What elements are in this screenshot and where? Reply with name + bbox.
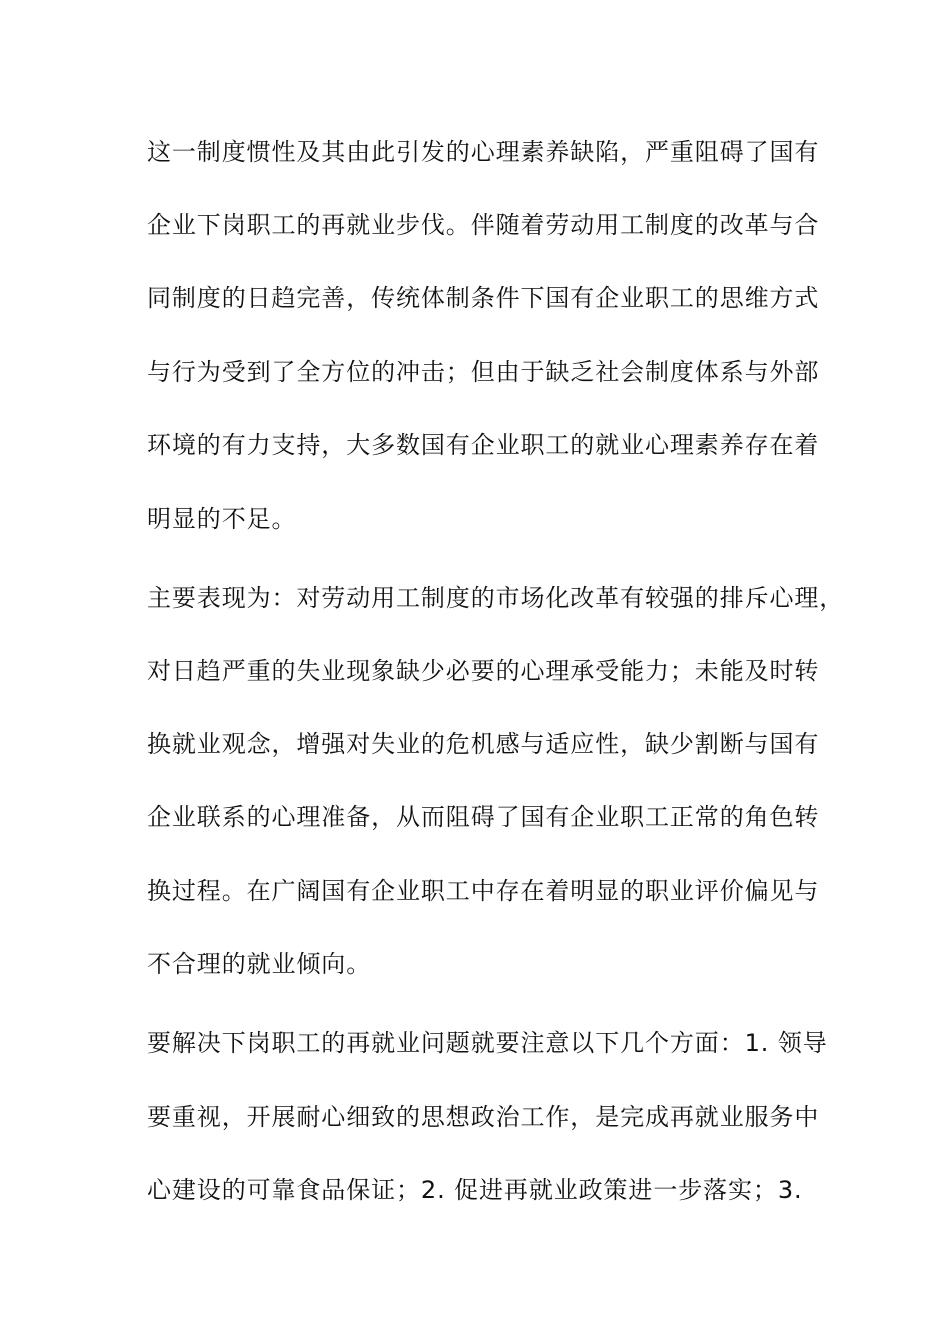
text-line: 心建设的可靠食品保证；2. 促进再就业政策进一步落实；3. [147,1176,803,1204]
text-line: 与行为受到了全方位的冲击；但由于缺乏社会制度体系与外部 [147,358,820,386]
text-line: 换过程。在广阔国有企业职工中存在着明显的职业评价偏见与 [147,877,820,905]
text-line: 企业下岗职工的再就业步伐。伴随着劳动用工制度的改革与合 [147,211,820,239]
text-line: 环境的有力支持，大多数国有企业职工的就业心理素养存在着 [147,431,820,459]
text-line: 对日趋严重的失业现象缺少必要的心理承受能力；未能及时转 [147,657,820,685]
text-line: 要重视，开展耐心细致的思想政治工作，是完成再就业服务中 [147,1103,820,1131]
text-line: 不合理的就业倾向。 [147,950,372,978]
text-line: 换就业观念，增强对失业的危机感与适应性，缺少割断与国有 [147,730,820,758]
text-line: 企业联系的心理准备，从而阻碍了国有企业职工正常的角色转 [147,803,820,831]
text-line: 要解决下岗职工的再就业问题就要注意以下几个方面：1. 领导 [147,1029,828,1057]
text-line: 明显的不足。 [147,505,297,533]
text-line: 这一制度惯性及其由此引发的心理素养缺陷，严重阻碍了国有 [147,138,820,166]
text-line: 主要表现为：对劳动用工制度的市场化改革有较强的排斥心理， [147,584,845,612]
text-line: 同制度的日趋完善，传统体制条件下国有企业职工的思维方式 [147,284,820,312]
